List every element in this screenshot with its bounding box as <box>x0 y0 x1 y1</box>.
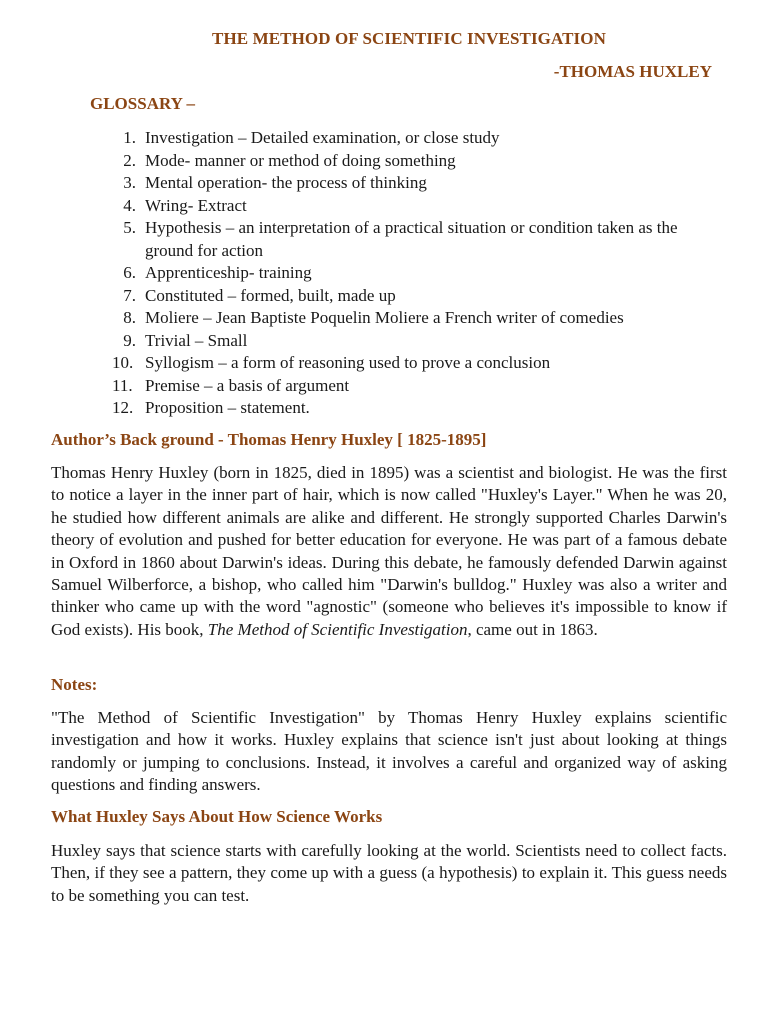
list-item <box>103 127 703 150</box>
list-item-text: Premise – a basis of argument <box>145 375 350 395</box>
list-item-text: Mode- manner or method of doing something <box>145 150 456 170</box>
list-item-text: Constituted – formed, built, made up <box>145 285 396 305</box>
list-item-number: 3. <box>123 173 136 192</box>
list-item-number: 7. <box>123 285 136 305</box>
list-item-number: 2. <box>123 150 136 170</box>
list-item <box>103 217 703 262</box>
list-item-text: Hypothesis – an interpretation of a practical situation or condition taken as the ground for action <box>145 218 678 260</box>
list-item-text: Wring- Extract <box>145 195 247 215</box>
list-item <box>103 285 703 308</box>
list-item <box>103 262 703 285</box>
list-item <box>103 375 703 398</box>
list-item-text: Syllogism – a form of reasoning used to prove a conclusion <box>145 353 551 372</box>
author-line: -THOMAS HUXLEY <box>553 62 712 81</box>
background-text-start: Thomas Henry Huxley (born in 1825, died in 1895) was a scientist and biologist. He was the first to notice a layer in the inner part of hair, which is now called "Huxley's Layer." When he was 20, he studied how different animals are alike and different. He strongly supported Charles Darwin's theory of evolution and pushed for better education for everyone. He was part of a famous debate in Oxford in 1860 about Darwin's ideas. During this debate, he famously defended Darwin against Samuel Wilberforce, a bishop, who called him "Darwin's bulldog." Huxley was also a writer and thinker who came up with the word "agnostic" (someone who believes it's impossible to know if God exists). His book, <box>51 463 727 639</box>
background-text-end: , came out in 1863. <box>467 619 598 639</box>
science-heading: What Huxley Says About How Science Works <box>51 807 383 826</box>
list-item <box>103 172 703 195</box>
list-item-number: 1. <box>123 128 136 147</box>
list-item-number: 9. <box>123 330 136 350</box>
list-item-text: Apprenticeship- training <box>145 263 312 282</box>
background-paragraph <box>51 462 727 641</box>
glossary-list <box>103 127 703 420</box>
list-item-number: 8. <box>123 308 136 327</box>
list-item-number: 6. <box>123 263 136 282</box>
list-item-text: Trivial – Small <box>145 330 248 350</box>
list-item-text: Mental operation- the process of thinking <box>145 173 427 192</box>
list-item <box>103 352 703 375</box>
list-item <box>103 330 703 353</box>
notes-paragraph: "The Method of Scientific Investigation" by Thomas Henry Huxley explains scientific investigation and how it works. Huxley explains that science isn't just about looking at things randomly or jumping to conclusions. Instead, it involves a careful and organized way of asking questions and finding answers. <box>51 708 727 795</box>
list-item <box>103 150 703 173</box>
list-item-text: Proposition – statement. <box>145 398 310 417</box>
list-item-number: 12. <box>112 398 134 417</box>
notes-heading: Notes: <box>51 675 98 694</box>
list-item <box>103 195 703 218</box>
background-heading: Author’s Back ground - Thomas Henry Huxley [ 1825-1895] <box>51 430 487 449</box>
list-item-text: Investigation – Detailed examination, or close study <box>145 128 500 147</box>
list-item <box>103 397 703 420</box>
book-title: The Method of Scientific Investigation <box>207 619 468 639</box>
list-item-number: 10. <box>112 353 134 372</box>
glossary-heading: GLOSSARY – <box>90 94 196 113</box>
list-item-number: 4. <box>123 195 136 215</box>
list-item-number: 5. <box>123 218 136 237</box>
list-item <box>103 307 703 330</box>
document-title: THE METHOD OF SCIENTIFIC INVESTIGATION <box>212 29 606 48</box>
list-item-number: 11. <box>112 375 133 395</box>
list-item-text: Moliere – Jean Baptiste Poquelin Moliere a French writer of comedies <box>145 308 624 327</box>
science-paragraph: Huxley says that science starts with carefully looking at the world. Scientists need to collect facts. Then, if they see a pattern, they come up with a guess (a hypothesis) to explain it. This guess needs to be something you can test. <box>51 841 727 905</box>
